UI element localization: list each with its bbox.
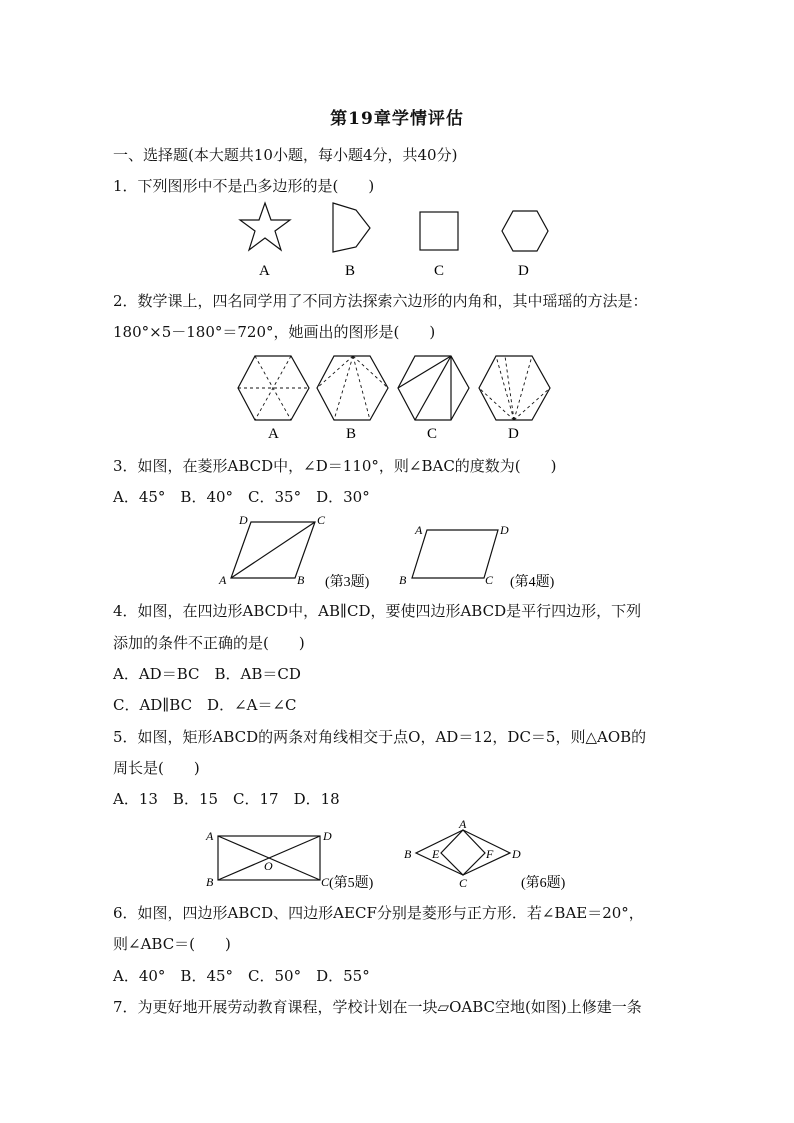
q4-vertex-b: B [399,573,407,587]
question-3-stem: 3．如图，在菱形ABCD中，∠D＝110°，则∠BAC的度数为( ) [113,457,557,475]
q6-vertex-d: D [512,847,521,861]
q3-vertex-d: D [239,513,248,527]
q5-vertex-b: B [206,875,214,889]
page-title: 第19章学情评估 [330,109,464,129]
question-6-stem-line1: 6．如图，四边形ABCD、四边形AECF分别是菱形与正方形．若∠BAE＝20°， [113,904,644,922]
q5-point-o: O [264,859,273,873]
question-7-stem-line1: 7．为更好地开展劳动教育课程，学校计划在一块▱OABC空地(如图)上修建一条 [113,998,642,1016]
q6-vertex-a: A [459,817,467,831]
question-4-stem-line2: 添加的条件不正确的是( ) [113,634,305,652]
question-4-options-line1: A．AD＝BC B．AB＝CD [113,665,301,683]
section-heading: 一、选择题(本大题共10小题，每小题4分，共40分) [113,146,458,164]
question-4-stem-line1: 4．如图，在四边形ABCD中，AB∥CD，要使四边形ABCD是平行四边形，下列 [113,602,642,620]
q2-label-d: D [508,426,519,442]
q3-vertex-c: C [317,513,326,527]
q1-label-a: A [259,263,270,279]
q6-vertex-c: C [459,876,468,890]
q2-label-a: A [268,426,279,442]
q3-vertex-b: B [297,573,305,587]
q4-vertex-d: D [500,523,509,537]
question-2-stem-line1: 2．数学课上，四名同学用了不同方法探索六边形的内角和，其中瑶瑶的方法是： [113,292,648,310]
q5-vertex-d: D [323,829,332,843]
rhombus-square-figure [416,830,510,875]
q5-vertex-c: C [321,875,330,889]
q6-vertex-b: B [404,847,412,861]
question-6-stem-line2: 则∠ABC＝( ) [113,935,231,953]
q2-label-c: C [427,426,438,442]
question-5-stem-line1: 5．如图，矩形ABCD的两条对角线相交于点O，AD＝12，DC＝5，则△AOB的 [113,728,647,746]
rectangle-figure [218,836,320,880]
q1-label-d: D [518,263,529,279]
q1-label-c: C [434,263,445,279]
question-4-options-line2: C．AD∥BC D．∠A＝∠C [113,696,297,714]
q2-label-b: B [346,426,357,442]
q6-point-e: E [432,847,440,861]
question-5-options: A．13 B．15 C．17 D．18 [113,790,340,808]
q3-vertex-a: A [219,573,227,587]
q1-label-b: B [345,263,356,279]
q4-caption: (第4题) [510,575,555,590]
question-3-options: A．45° B．40° C．35° D．30° [113,488,370,506]
q5-vertex-a: A [206,829,214,843]
question-1-stem: 1．下列图形中不是凸多边形的是( ) [113,177,375,195]
question-5-stem-line2: 周长是( ) [113,759,200,777]
q5-caption: (第5题) [329,876,374,891]
q3-caption: (第3题) [325,575,370,590]
q6-point-f: F [486,847,494,861]
q4-vertex-a: A [415,523,423,537]
question-6-options: A．40° B．45° C．50° D．55° [113,967,370,985]
q4-vertex-c: C [485,573,494,587]
q6-caption: (第6题) [521,876,566,891]
question-2-stem-line2: 180°×5－180°＝720°，她画出的图形是( ) [113,323,436,341]
